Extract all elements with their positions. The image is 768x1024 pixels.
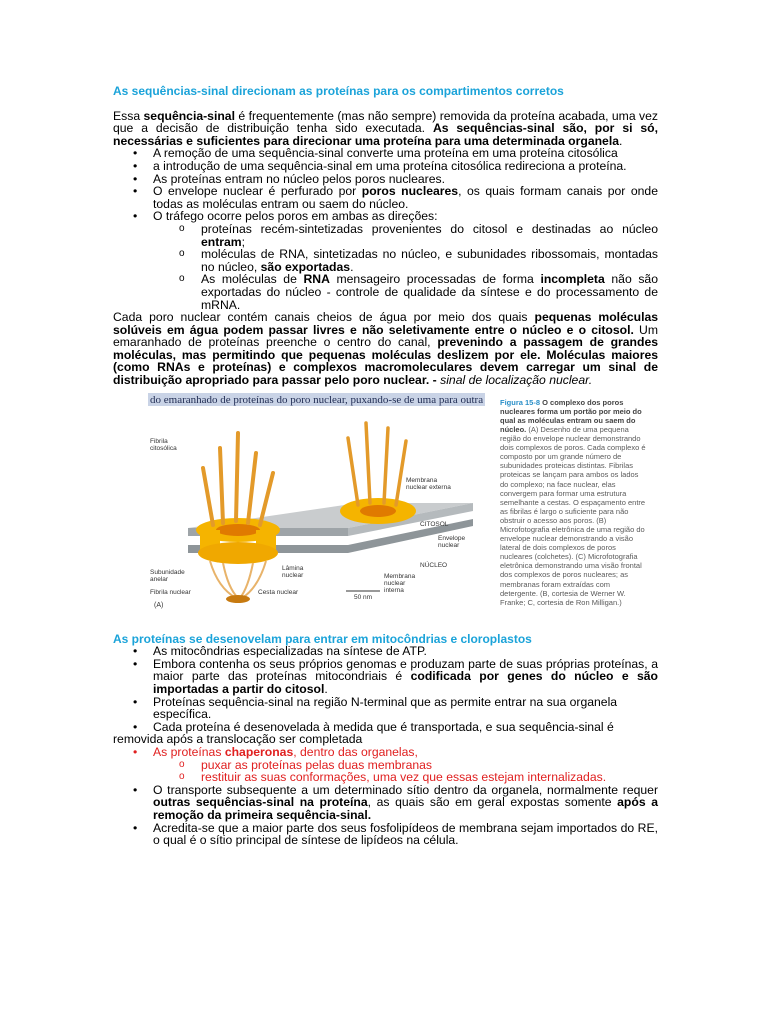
- sub-bullet-icon: o: [179, 222, 185, 234]
- bullet-icon: •: [133, 719, 138, 734]
- list-item: [113, 822, 658, 847]
- text-bold: chaperonas: [224, 745, 294, 759]
- text: restituir as suas conformações, uma vez que essas estejam internalizadas.: [201, 770, 607, 785]
- label-ring-subunit: Subunidade anelar: [150, 568, 185, 583]
- figure-caption: [500, 398, 646, 607]
- label-panel-a: (A): [154, 601, 164, 609]
- text-bold: sequência-sinal: [143, 108, 235, 123]
- text: As moléculas de: [201, 272, 304, 287]
- sub-bullet-icon: o: [179, 758, 185, 770]
- text: As proteínas: [153, 745, 225, 759]
- bullet-list-2: [113, 645, 658, 758]
- text: , dentro das organelas,: [293, 745, 418, 759]
- section-heading-signal-sequences: As sequências-sinal direcionam as proteínas para os compartimentos corretos: [113, 84, 564, 98]
- text: As proteínas entram no núcleo pelos poros nucleares.: [153, 171, 445, 186]
- cytosolic-fibrils-left: [203, 433, 273, 525]
- text-bold: poros nucleares: [361, 184, 459, 199]
- sub-bullet-icon: o: [179, 771, 185, 783]
- text: Essa: [113, 108, 144, 123]
- sub-list-1: [113, 223, 658, 311]
- text: .: [324, 682, 328, 697]
- text: Cada poro nuclear contém canais cheios de água por meio dos quais: [113, 310, 535, 325]
- bullet-icon: •: [133, 171, 138, 186]
- label-cytosolic-fibril: Fibrila citosólica: [150, 437, 177, 452]
- text-bold: outras sequências-sinal na proteína: [153, 795, 368, 810]
- list-item: [113, 185, 658, 210]
- text: mensageiro processadas de forma: [329, 272, 541, 287]
- text: .: [618, 133, 623, 148]
- sub-list-2: [113, 759, 658, 784]
- text-bold: entram: [201, 234, 242, 249]
- text-bold: codificada por genes do núcleo e são importadas a partir do citosol: [153, 669, 658, 697]
- bullet-icon: •: [133, 158, 138, 173]
- bullet-icon: •: [133, 184, 138, 199]
- list-item: [113, 784, 658, 822]
- sub-list-item: [113, 223, 658, 248]
- text: , os quais formam canais por onde todas as moléculas entram ou saem do núcleo.: [153, 184, 658, 211]
- bullet-list-3: [113, 784, 658, 847]
- sub-list-item: [113, 273, 658, 311]
- text: não são exportadas do núcleo - controle de qualidade da síntese e do processamento de mRNA.: [201, 272, 658, 312]
- text: O tráfego ocorre pelos poros em ambas as direções:: [153, 209, 438, 224]
- document-page: [113, 85, 658, 847]
- text: é frequentemente (mas não sempre) removida da proteína acabada, uma vez que a decisão de distribuição tenha sido executada.: [113, 108, 658, 136]
- cytosolic-fibrils-right: [348, 423, 406, 505]
- bullet-icon: •: [133, 782, 138, 797]
- pore-center-right: [360, 505, 396, 517]
- figure-banner-text: do emaranhado de proteínas do poro nuclear, puxando-se de uma para outra: [150, 393, 484, 406]
- section-heading-mitochondria: As proteínas se desenovelam para entrar em mitocôndrias e cloroplastos: [113, 631, 532, 646]
- list-item: [113, 658, 658, 696]
- text-bold: RNA: [303, 272, 330, 287]
- label-inner-membrane: Membrana nuclear interna: [384, 572, 416, 594]
- basket-ring: [226, 595, 250, 603]
- text: , as quais são em geral expostas somente: [367, 795, 618, 810]
- label-nuclear-lamina: Lâmina nuclear: [282, 564, 304, 579]
- nuclear-envelope-drawing: [148, 393, 485, 615]
- sub-list-item: [113, 248, 658, 273]
- text-italic: sinal de localização nuclear.: [436, 373, 593, 388]
- text: O transporte subsequente a um determinado sítio dentro da organela, normalmente requer: [153, 782, 658, 797]
- text-bold: após a remoção da primeira sequência-sinal.: [153, 795, 658, 822]
- list-item: [113, 721, 658, 746]
- text: ;: [241, 234, 246, 249]
- label-nuclear-basket: Cesta nuclear: [258, 588, 299, 596]
- text: proteínas recém-sintetizadas provenientes do citosol e destinadas ao núcleo: [201, 221, 658, 236]
- bullet-icon: •: [133, 820, 138, 835]
- label-nuclear-fibril: Fibrila nuclear: [150, 588, 191, 596]
- text: O envelope nuclear é perfurado por: [153, 184, 362, 199]
- nuclear-pore-illustration: [148, 393, 485, 615]
- label-nuclear-envelope: Envelope nuclear: [438, 534, 466, 549]
- text-bold: incompleta: [540, 272, 605, 287]
- text: A remoção de uma sequência-sinal converte uma proteína em uma proteína citosólica: [153, 146, 618, 161]
- pore-ring-lower-left: [198, 542, 278, 564]
- text: Cada proteína é desenovelada à medida que é transportada, e sua sequência-sinal é removida após a translocação ser completada: [113, 719, 614, 747]
- text: As mitocôndrias especializadas na síntese de ATP.: [153, 644, 427, 659]
- text: puxar as proteínas pelas duas membranas: [201, 757, 433, 772]
- bullet-icon: •: [133, 694, 138, 709]
- bullet-list-1: [113, 147, 658, 223]
- pore-center-left: [216, 524, 260, 536]
- bullet-icon: •: [133, 644, 138, 659]
- bullet-icon: •: [133, 146, 138, 161]
- bullet-icon: •: [133, 656, 138, 671]
- nuclear-pore-paragraph: [113, 311, 658, 387]
- bullet-icon: •: [133, 745, 138, 759]
- text-bold: pequenas moléculas solúveis em água podem passar livres e não seletivamente entre o núcleo e o citosol.: [113, 310, 659, 337]
- label-outer-membrane: Membrana nuclear externa: [406, 476, 451, 491]
- figure-number: Figura 15-8: [500, 397, 541, 407]
- figure-nuclear-pore-complex: [113, 393, 658, 629]
- text: Um emaranhado de proteínas preenche o centro do canal,: [113, 322, 659, 350]
- sub-bullet-icon: o: [179, 273, 185, 285]
- list-item: [113, 696, 658, 721]
- text-bold: As sequências-sinal são, por si só, necessárias e suficientes para direcionar uma proteína para uma determinada organela: [113, 121, 658, 148]
- bullet-icon: •: [133, 209, 138, 224]
- text: Proteínas sequência-sinal na região N-terminal que as permite entrar na sua organela específica.: [153, 694, 618, 722]
- figure-caption-text: (A) Desenho de uma pequena região do envelope nuclear demonstrando dois complexos de poros. Cada complexo é composto por um grande número de subunidades proteicas distintas. Fibrilas proteicas se lançam para ambos os lados do complexo; na face nuclear, elas convergem para formar uma estrutura semelhante a cestas. O espaçamento entre as fibrilas é largo o suficiente para não obstruir o acesso aos poros. (B) Microfotografia eletrônica de uma região do envelope nuclear demonstrando a visão lateral de dois complexos de poros nucleares (colchetes). (C) Microfotografia eletrônica demonstrando uma visão frontal dos complexos de poros nucleares; as membranas foram extraídas com detergente. (B, cortesia de Werner W. Franke; C, cortesia de Ron Milligan.): [500, 424, 646, 607]
- label-nucleus: NÚCLEO: [420, 561, 448, 569]
- figure-caption-title: O complexo dos poros nucleares forma um portão por meio do qual as moléculas entram ou saem do núcleo.: [500, 397, 642, 434]
- sub-bullet-icon: o: [179, 248, 185, 260]
- label-scale: 50 nm: [354, 593, 373, 601]
- intro-paragraph: [113, 110, 658, 148]
- text: a introdução de uma sequência-sinal em uma proteína citosólica redireciona a proteína.: [153, 158, 627, 173]
- text: .: [350, 259, 354, 274]
- text-bold: são exportadas: [260, 259, 351, 274]
- text: Acredita-se que a maior parte dos seus fosfolipídeos de membrana sejam importados do RE, o qual é o sítio principal de síntese de lipídeos na célula.: [153, 820, 658, 848]
- label-cytosol: CITOSOL: [420, 520, 449, 528]
- text: Embora contenha os seus próprios genomas e produzam parte de suas próprias proteínas, a maior parte das proteínas mitocondriais é: [153, 656, 658, 684]
- text-bold: prevenindo a passagem de grandes moléculas, mas permitindo que pequenas moléculas deslizem por ele. Moléculas maiores (como RNAs e proteínas) e complexos macromoleculares devem carregar um sinal de distribuição apropriado para passar pelo poro nuclear. -: [113, 335, 658, 388]
- text: moléculas de RNA, sintetizadas no núcleo, e subunidades ribossomais, montadas no núcleo,: [201, 247, 658, 274]
